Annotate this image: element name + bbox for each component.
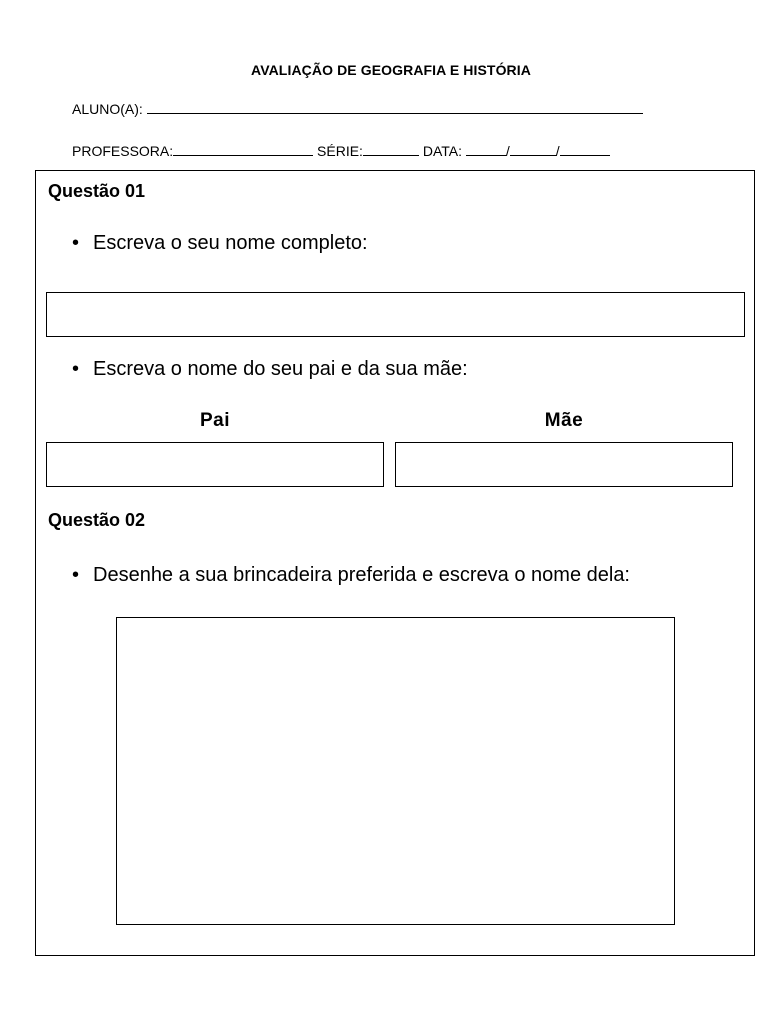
item-text: Escreva o nome do seu pai e da sua mãe: (93, 358, 468, 380)
date-month-blank[interactable] (510, 142, 556, 156)
mae-answer-box[interactable] (395, 442, 733, 487)
bullet-icon: • (72, 358, 80, 380)
professora-label: PROFESSORA: (72, 143, 174, 159)
questao-01-title: Questão 01 (48, 181, 146, 201)
bullet-icon: • (72, 232, 80, 254)
date-year-blank[interactable] (560, 142, 610, 156)
professora-line (72, 142, 610, 159)
date-separator: / (555, 143, 560, 159)
professora-blank[interactable] (173, 142, 313, 156)
item-text: Escreva o seu nome completo: (93, 232, 368, 254)
questao-02-title: Questão 02 (48, 510, 146, 530)
pai-answer-box[interactable] (46, 442, 384, 487)
aluno-blank[interactable] (147, 100, 643, 114)
data-label: DATA: (422, 143, 462, 159)
bullet-icon: • (72, 564, 80, 586)
page-title: AVALIAÇÃO DE GEOGRAFIA E HISTÓRIA (251, 62, 531, 78)
item-text: Desenhe a sua brincadeira preferida e escreva o nome dela: (93, 564, 630, 586)
drawing-answer-box[interactable] (116, 617, 675, 925)
serie-blank[interactable] (363, 142, 419, 156)
aluno-line (72, 100, 643, 117)
mae-label: Mãe (544, 410, 584, 431)
serie-label: SÉRIE: (317, 143, 363, 159)
pai-label: Pai (199, 410, 231, 431)
full-name-answer-box[interactable] (46, 292, 745, 337)
aluno-label: ALUNO(A): (72, 101, 143, 117)
date-separator: / (505, 143, 510, 159)
date-day-blank[interactable] (466, 142, 506, 156)
